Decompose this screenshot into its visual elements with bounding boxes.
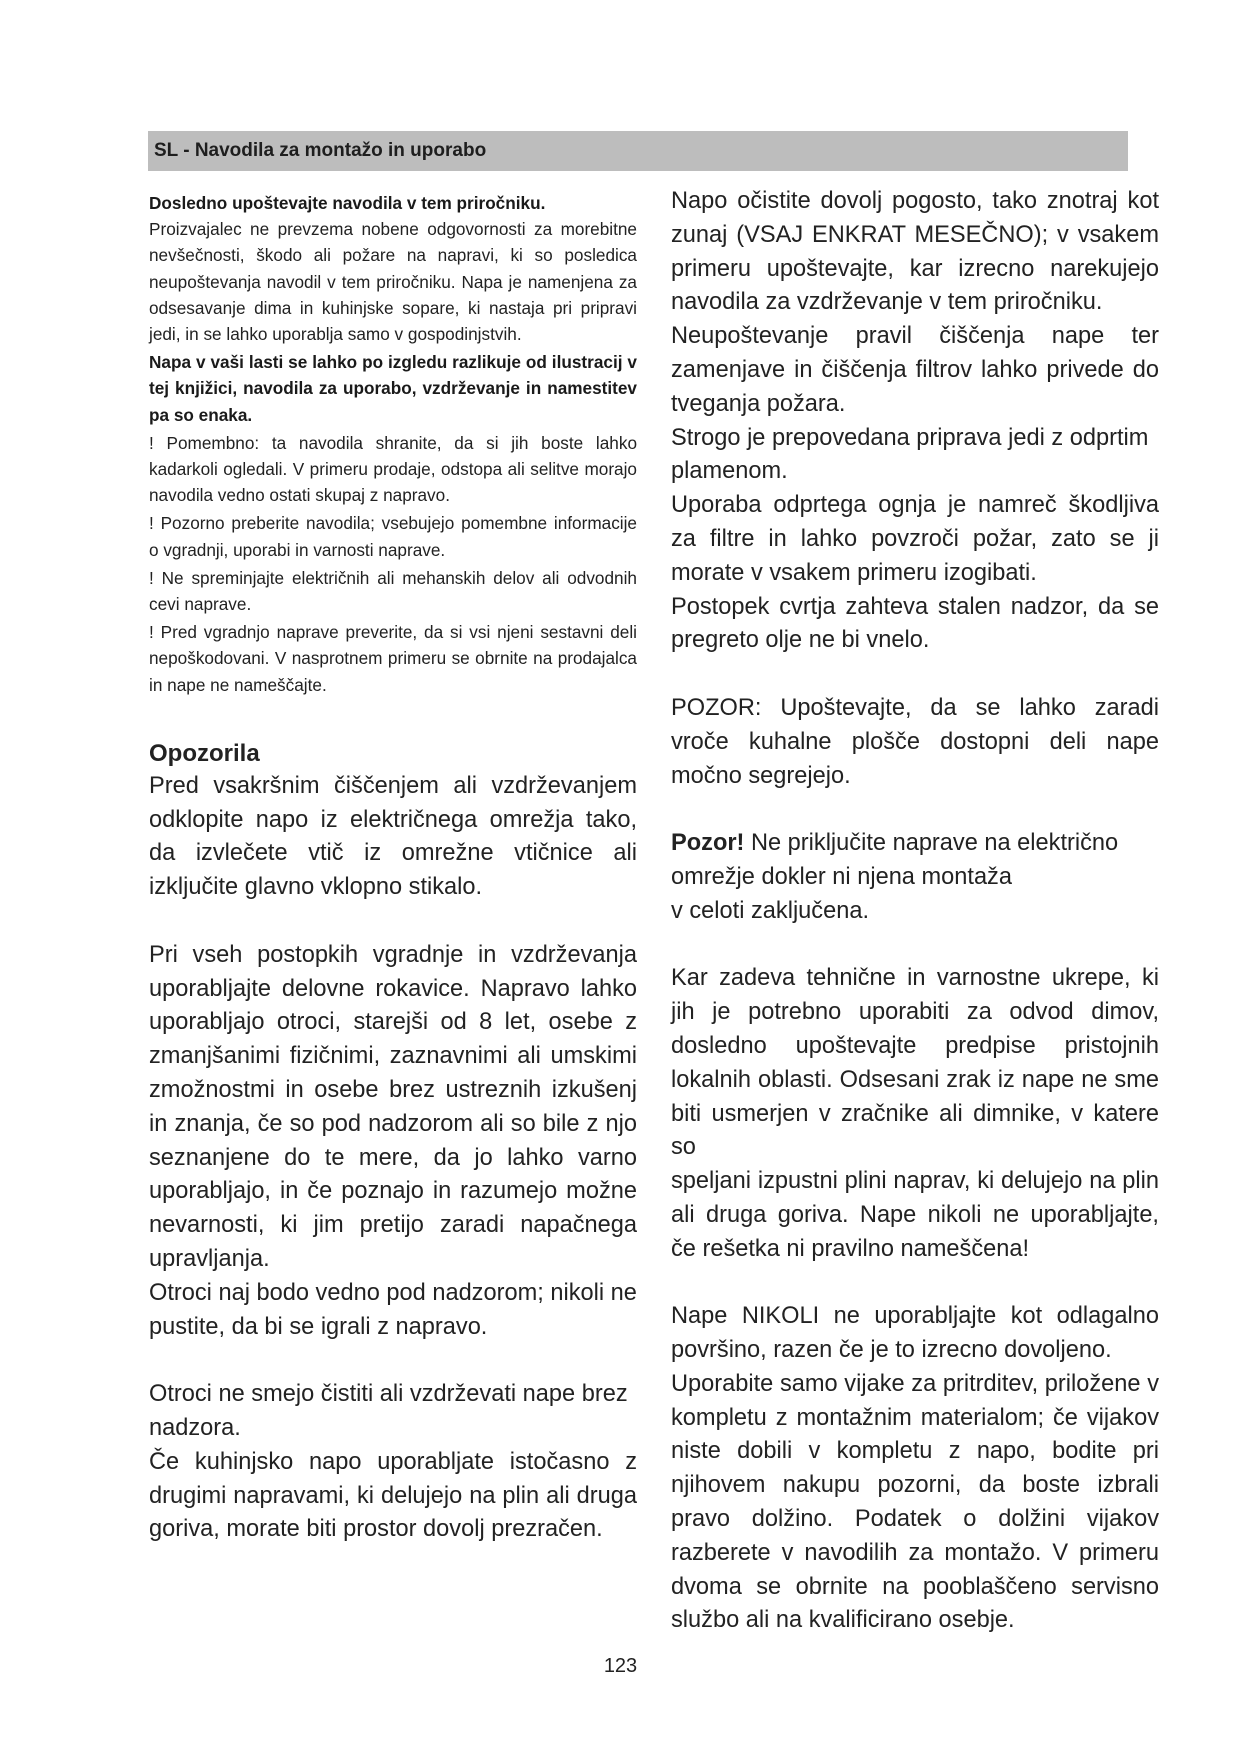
document-header-title: SL - Navodila za montažo in uporabo bbox=[154, 140, 487, 161]
intro-bold-sentence: Dosledno upoštevajte navodila v tem priročniku. bbox=[149, 193, 546, 213]
para-frying: Postopek cvrtja zahteva stalen nadzor, da se pregreto olje ne bi vnelo. bbox=[671, 593, 1159, 654]
para-screws: Uporabite samo vijake za pritrditev, priložene v kompletu z montažnim materialom; če vijakov niste dobili v kompletu z napo, bodite pri njihovem nakupu pozorni, da boste izbrali pravo dolžino. Podatek o dolžini vijakov razberete v navodilih za montažo. V primeru dvoma se obrnite na pooblaščeno servisno službo ali na kvalificirano osebje. bbox=[671, 1370, 1159, 1634]
connect-warning-line-2: omrežje dokler ni njena montaža bbox=[671, 863, 1012, 890]
warnings-block bbox=[149, 770, 637, 1547]
para-open-fire: Uporaba odprtega ognja je namreč škodljiva za filtre in lahko povzroči požar, zato se ji morate v vsakem primeru izogibati. bbox=[671, 492, 1159, 586]
document-header-bar bbox=[148, 131, 1128, 171]
connect-warning-line-1: Ne priključite naprave na električno bbox=[744, 830, 1119, 857]
para-connect-warning bbox=[671, 827, 1159, 928]
section-title-warnings: Opozorila bbox=[149, 739, 260, 767]
warning-supervise-children: Otroci naj bodo vedno pod nadzorom; nikoli ne pustite, da bi se igrali z napravo. bbox=[149, 1279, 637, 1340]
para-hot-parts: POZOR: Upoštevajte, da se lahko zaradi vroče kuhalne plošče dostopni deli nape močno segrejejo. bbox=[671, 694, 1159, 789]
warning-ventilation: Če kuhinjsko napo uporabljate istočasno z drugimi napravami, ki delujejo na plin ali druga goriva, morate biti prostor dovolj prezračen. bbox=[149, 1448, 637, 1543]
warning-children-cleaning: Otroci ne smejo čistiti ali vzdrževati nape brez nadzora. bbox=[149, 1381, 628, 1441]
para-cleaning-rules: Neupoštevanje pravil čiščenja nape ter zamenjave in čiščenja filtrov lahko privede do tveganja požara. bbox=[671, 323, 1159, 417]
appearance-note: Napa v vaši lasti se lahko po izgledu razlikuje od ilustracij v tej knjižici, navodila za uporabo, vzdrževanje in namestitev pa so enaka. bbox=[149, 352, 637, 425]
left-column bbox=[149, 190, 637, 1547]
note-read-carefully: ! Pozorno preberite navodila; vsebujejo pomembne informacije o vgradnji, uporabi in varnosti naprave. bbox=[149, 513, 637, 560]
intro-block bbox=[149, 190, 637, 698]
right-column bbox=[671, 185, 1159, 1638]
note-keep-instructions: ! Pomembno: ta navodila shranite, da si jih boste lahko kadarkoli ogledali. V primeru prodaje, odstopa ali selitve morajo navodila vedno ostati skupaj z napravo. bbox=[149, 432, 637, 506]
para-cleaning: Napo očistite dovolj pogosto, tako znotraj kot zunaj (VSAJ ENKRAT MESEČNO); v vsakem primeru upoštevajte, kar izrecno narekujejo navodila za vzdrževanje v tem priročniku. bbox=[671, 188, 1159, 316]
para-regulations-cont: speljani izpustni plini naprav, ki delujejo na plin ali druga goriva. Nape nikoli ne uporabljajte, če rešetka ni pravilno nameščena! bbox=[671, 1168, 1159, 1262]
para-regulations: Kar zadeva tehnične in varnostne ukrepe, ki jih je potrebno uporabiti za odvod dimov, dosledno upoštevajte predpise pristojnih lokalnih oblasti. Odsesani zrak iz nape ne sme biti usmerjen v zračnike ali dimnike, v katere so bbox=[671, 965, 1159, 1161]
connect-warning-line-3: v celoti zaključena. bbox=[671, 897, 870, 924]
para-surface: Nape NIKOLI ne uporabljajte kot odlagalno površino, razen če je to izrecno dovoljeno. bbox=[671, 1303, 1159, 1364]
note-do-not-modify: ! Ne spreminjajte električnih ali mehanskih delov ali odvodnih cevi naprave. bbox=[149, 567, 637, 615]
connect-warning-label: Pozor! bbox=[671, 830, 745, 857]
warning-gloves-children: Pri vseh postopkih vgradnje in vzdrževanja uporabljajte delovne rokavice. Napravo lahko uporabljajo otroci, starejši od 8 let, osebe z zmanjšanimi fizičnimi, zaznavnimi ali umskimi zmožnostmi in osebe brez ustreznih izkušenj in znanja, če so pod nadzorom ali so bile z njo seznanjene do te mere, da jo lahko varno uporabljajo, in če poznajo in razumejo možne nevarnosti, ki jim pretijo zaradi napačnega upravljanja. bbox=[149, 941, 637, 1273]
intro-paragraph: Proizvajalec ne prevzema nobene odgovornosti za morebitne nevšečnosti, škodo ali požare na napravi, ki so posledica neupoštevanja navodil v tem priročniku. Napa je namenjena za odsesavanje dima in kuhinjske sopare, ki nastaja pri pripravi jedi, in se lahko uporablja samo v gospodinjstvih. bbox=[149, 219, 637, 345]
note-check-parts: ! Pred vgradnjo naprave preverite, da si vsi njeni sestavni deli nepoškodovani. V nasprotnem primeru se obrnite na prodajalca in nape ne nameščajte. bbox=[149, 622, 637, 695]
para-open-flame: Strogo je prepovedana priprava jedi z odprtim plamenom. bbox=[671, 424, 1149, 485]
warning-disconnect: Pred vsakršnim čiščenjem ali vzdrževanjem odklopite napo iz električnega omrežja tako, da izvlečete vtič iz omrežne vtičnice ali izključite glavno vklopno stikalo. bbox=[149, 772, 637, 901]
page-number: 123 bbox=[603, 1655, 638, 1677]
